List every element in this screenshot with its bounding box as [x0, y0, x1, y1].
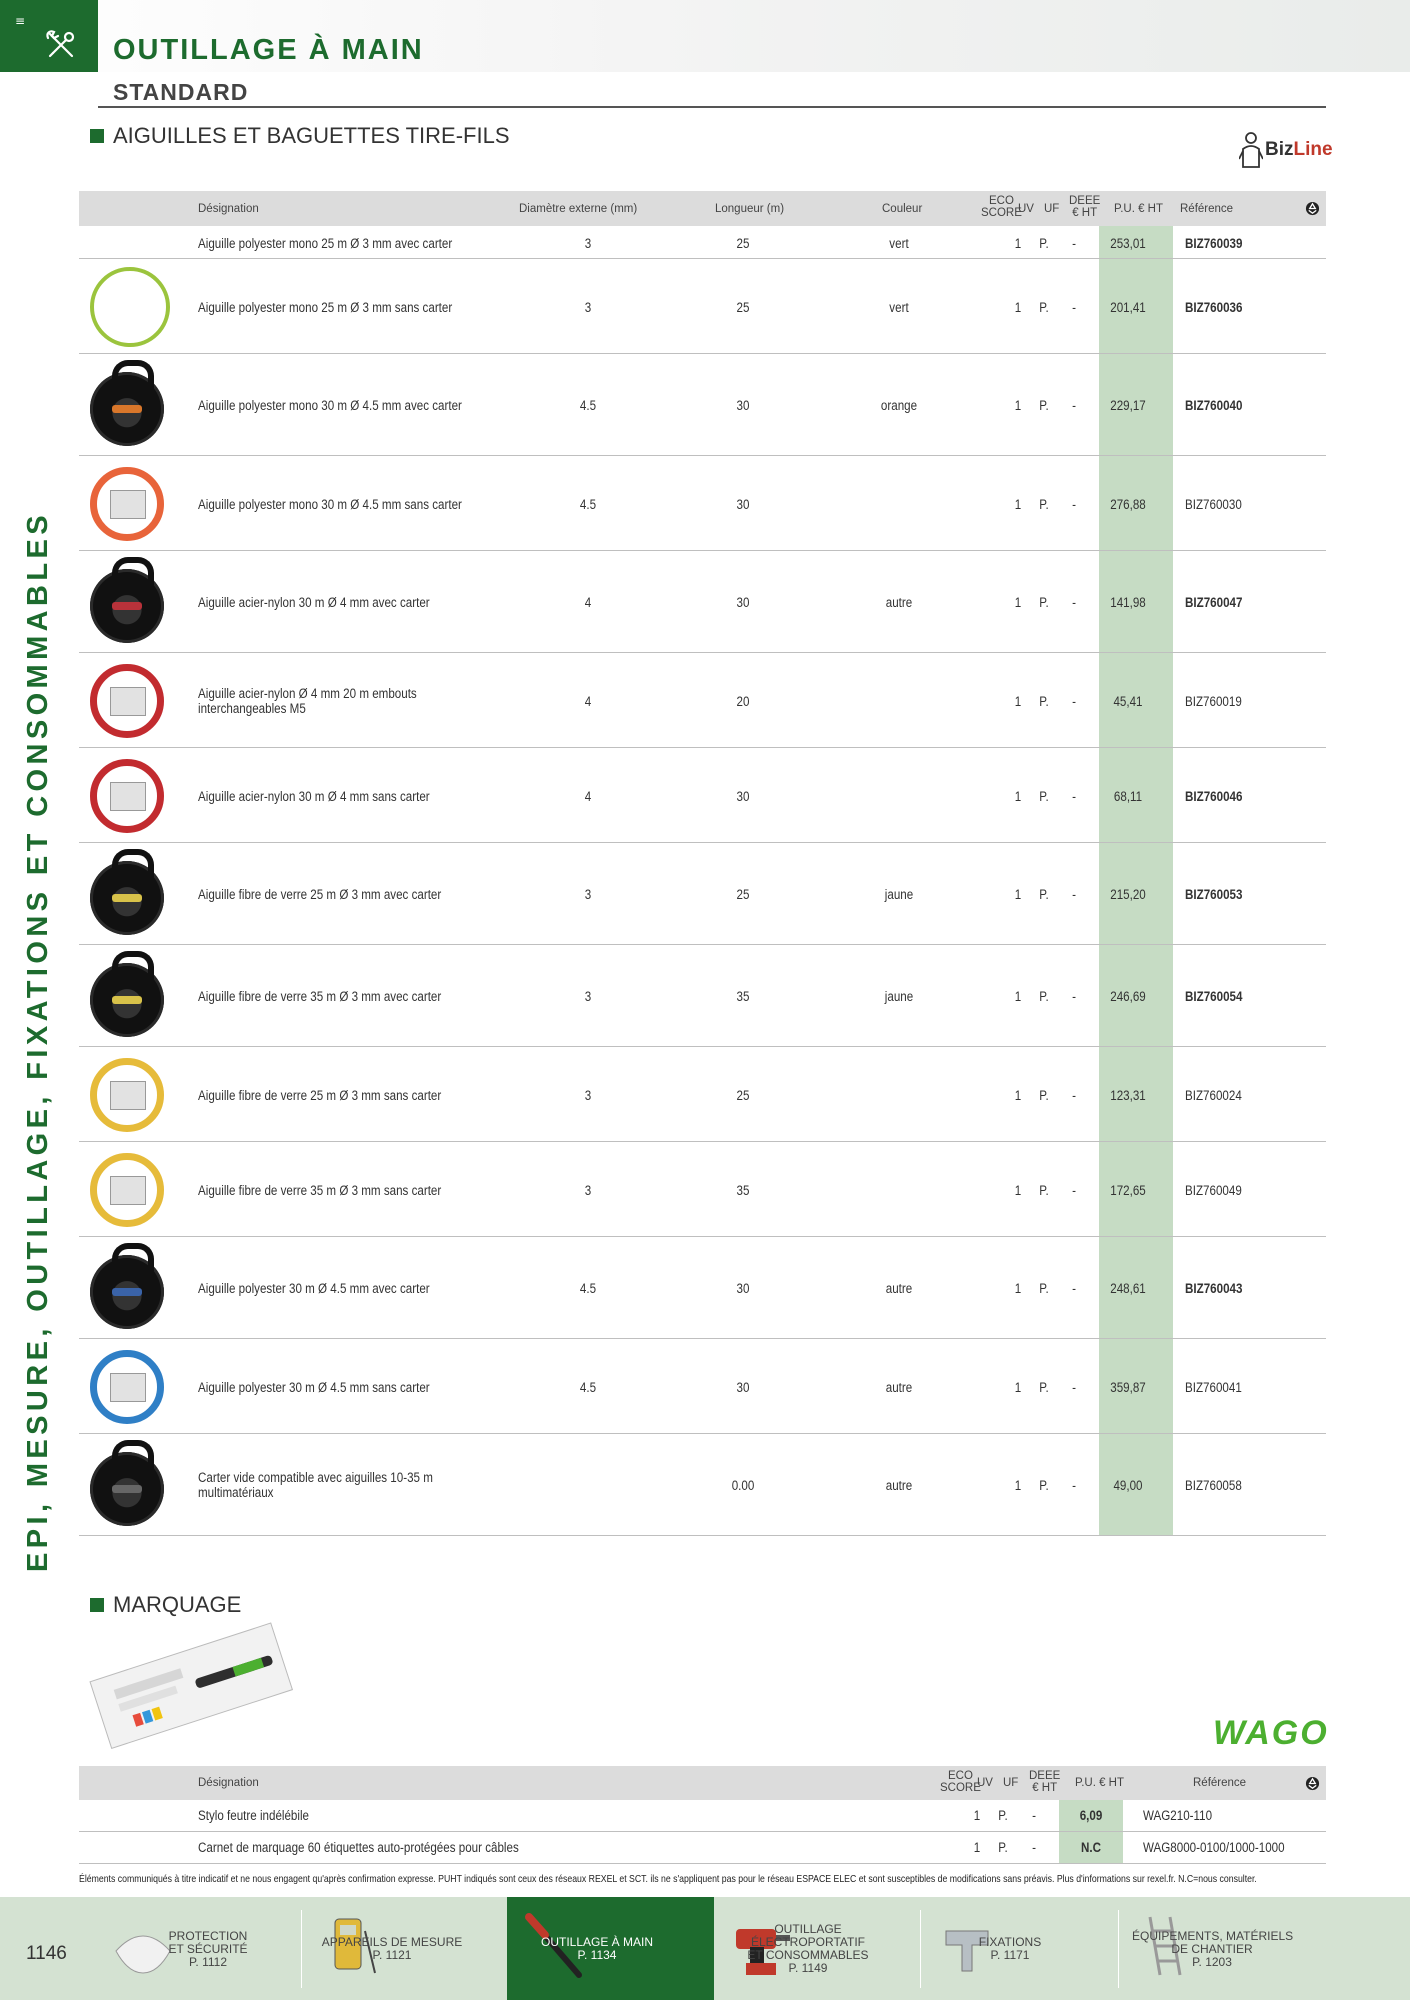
marking-kit-image [88, 1622, 293, 1757]
col-deee-line2: € HT [1032, 1782, 1058, 1794]
needle-reel-with-case-image [90, 569, 164, 643]
col-couleur: Couleur [882, 203, 923, 215]
deee-value: - [1072, 235, 1076, 251]
deee-value: - [1072, 1087, 1076, 1103]
diameter-value: 4 [584, 788, 592, 804]
deee-value: - [1072, 989, 1076, 1004]
nav-label-line: P. 1203 [1192, 1954, 1232, 1969]
deee-value: - [1072, 1478, 1076, 1493]
product-designation: Aiguille acier-nylon Ø 4 mm 20 m embouts interchangeables M5 [198, 685, 417, 716]
table-row[interactable] [79, 1237, 1326, 1339]
nav-separator [920, 1910, 921, 1988]
uv-value: 1 [1014, 887, 1022, 902]
needle-coil-image [90, 467, 164, 541]
uf-value: P. [1039, 299, 1049, 315]
uf-value: P. [1039, 1478, 1049, 1493]
diameter-value: 3 [584, 299, 592, 315]
col-deee [1069, 195, 1100, 219]
nav-label-line: P. 1134 [577, 1948, 617, 1962]
unit-price: 49,00 [1113, 1478, 1143, 1493]
nav-label-line: ET SÉCURITÉ [168, 1941, 248, 1956]
reel-label [112, 1288, 142, 1297]
uf-value: P. [1039, 1087, 1049, 1103]
uv-value: 1 [1014, 1281, 1022, 1296]
length-value: 35 [736, 989, 750, 1004]
uv-value: 1 [1014, 1087, 1022, 1103]
nav-item-1[interactable] [96, 1897, 301, 2000]
brand-part1: Biz [1265, 139, 1294, 160]
product-reference[interactable]: BIZ760036 [1185, 299, 1243, 315]
length-value: 35 [736, 1182, 750, 1198]
needle-coil-image [90, 759, 164, 833]
col-uf: UF [1003, 1777, 1019, 1789]
nav-label-line: P. 1171 [990, 1948, 1030, 1962]
col-eco-line2: SCORE [981, 207, 1022, 219]
section-heading-label: MARQUAGE [113, 1592, 242, 1617]
title-divider [98, 106, 1326, 108]
nav-item-3[interactable] [507, 1897, 714, 2000]
product-designation: Aiguille acier-nylon 30 m Ø 4 mm avec carter [198, 595, 430, 610]
length-value: 25 [736, 887, 750, 902]
col-eco-score [981, 195, 1022, 219]
unit-price: 229,17 [1110, 398, 1146, 413]
unit-price: 6,09 [1079, 1808, 1103, 1823]
product-reference[interactable]: BIZ760049 [1185, 1182, 1242, 1198]
uv-value: 1 [973, 1840, 981, 1855]
deee-value: - [1072, 1379, 1076, 1395]
product-designation: Aiguille fibre de verre 35 m Ø 3 mm avec carter [198, 989, 442, 1004]
uv-value: 1 [1014, 788, 1022, 804]
bizline-mascot-icon [1239, 131, 1263, 169]
bizline-logo [1239, 131, 1333, 169]
color-value: autre [885, 595, 913, 610]
uf-value: P. [1039, 887, 1049, 902]
chapter-side-title: EPI, MESURE, OUTILLAGE, FIXATIONS ET CONSOMMABLES [22, 511, 54, 1572]
table-row[interactable] [79, 1047, 1326, 1142]
length-value: 25 [736, 1087, 750, 1103]
product-reference[interactable]: WAG210-110 [1143, 1808, 1213, 1823]
product-reference[interactable]: BIZ760047 [1185, 595, 1243, 610]
uv-value: 1 [1014, 496, 1022, 512]
table-row[interactable] [79, 551, 1326, 653]
uf-value: P. [1039, 693, 1049, 709]
length-value: 30 [736, 1281, 750, 1296]
product-reference[interactable]: BIZ760040 [1185, 398, 1243, 413]
deee-value: - [1072, 398, 1076, 413]
unit-price: 253,01 [1110, 235, 1146, 251]
product-designation: Aiguille fibre de verre 25 m Ø 3 mm avec carter [198, 887, 442, 902]
diameter-value: 4.5 [579, 1281, 597, 1296]
uf-value: P. [1039, 595, 1049, 610]
table-row[interactable] [79, 1142, 1326, 1237]
table-row[interactable] [79, 1800, 1326, 1832]
needle-reel-with-case-image [90, 1255, 164, 1329]
col-uv: UV [977, 1777, 993, 1789]
green-needle-coil-image [90, 267, 170, 347]
deee-value: - [1072, 299, 1076, 315]
nav-item-4[interactable] [714, 1897, 920, 2000]
diameter-value: 4 [584, 595, 592, 610]
nav-item-6[interactable] [1118, 1897, 1338, 2000]
nav-label-line: ET CONSOMMABLES [747, 1948, 869, 1962]
nav-item-2[interactable] [301, 1897, 507, 2000]
color-value: orange [880, 398, 918, 413]
table-row[interactable] [79, 456, 1326, 551]
nav-item-label [1132, 1930, 1292, 1969]
product-reference[interactable]: BIZ760024 [1185, 1087, 1242, 1103]
diameter-value: 4 [584, 693, 592, 709]
uf-value: P. [1039, 989, 1049, 1004]
uv-value: 1 [1014, 398, 1022, 413]
uf-value: P. [1039, 788, 1049, 804]
nav-label-line: ÉLECTROPORTATIF [750, 1935, 865, 1949]
uf-value: P. [1039, 1281, 1049, 1296]
needle-coil-image [90, 1153, 164, 1227]
product-reference[interactable]: BIZ760046 [1185, 788, 1243, 804]
uv-value: 1 [1014, 595, 1022, 610]
needle-coil-image [90, 1350, 164, 1424]
table-row[interactable] [79, 226, 1326, 259]
uv-value: 1 [1014, 989, 1022, 1004]
length-value: 25 [736, 299, 750, 315]
deee-value: - [1032, 1808, 1036, 1823]
unit-price: N.C [1081, 1840, 1101, 1855]
length-value: 30 [736, 1379, 750, 1395]
diameter-value: 4.5 [579, 1379, 597, 1395]
product-designation: Aiguille polyester 30 m Ø 4.5 mm sans carter [198, 1379, 430, 1395]
length-value: 25 [736, 235, 750, 251]
product-reference[interactable]: BIZ760039 [1185, 235, 1243, 251]
product-reference[interactable]: BIZ760019 [1185, 693, 1242, 709]
col-deee-line1: DEEE [1069, 195, 1101, 207]
col-eco-line2: SCORE [940, 1782, 981, 1794]
reel-label [112, 1485, 142, 1494]
unit-price: 215,20 [1110, 887, 1146, 902]
nav-separator [1118, 1910, 1119, 1988]
product-designation: Aiguille polyester mono 25 m Ø 3 mm sans carter [198, 299, 453, 315]
product-reference[interactable]: BIZ760041 [1185, 1379, 1242, 1395]
nav-item-label [128, 1930, 288, 1969]
deee-value: - [1072, 788, 1076, 804]
product-table-marquage [79, 1766, 1326, 1866]
needle-coil-image [90, 664, 164, 738]
nav-label-line: P. 1121 [372, 1948, 412, 1962]
unit-price: 45,41 [1113, 693, 1143, 709]
length-value: 20 [736, 693, 750, 709]
table-row[interactable] [79, 843, 1326, 945]
color-value: autre [885, 1478, 913, 1493]
needle-coil-image [90, 1058, 164, 1132]
col-diametre: Diamètre externe (mm) [519, 203, 638, 215]
diameter-value: 3 [584, 887, 592, 902]
nav-label-line: DE CHANTIER [1171, 1941, 1253, 1956]
nav-item-label [930, 1936, 1090, 1962]
product-reference[interactable]: WAG8000-0100/1000-1000 [1143, 1840, 1285, 1855]
col-eco-line1: ECO [988, 195, 1014, 207]
hand-tools-icon [44, 28, 78, 62]
uv-value: 1 [1014, 299, 1022, 315]
nav-item-label [312, 1936, 472, 1962]
product-designation: Stylo feutre indélébile [198, 1808, 310, 1823]
nav-label-line: ÉQUIPEMENTS, MATÉRIELS [1132, 1928, 1294, 1943]
product-designation: Aiguille polyester mono 25 m Ø 3 mm avec carter [198, 235, 453, 251]
col-prix: P.U. € HT [1114, 203, 1163, 215]
unit-price: 359,87 [1110, 1379, 1146, 1395]
col-designation: Désignation [198, 203, 259, 215]
length-value: 30 [736, 496, 750, 512]
color-value: vert [889, 299, 909, 315]
page-title: OUTILLAGE À MAIN [113, 34, 424, 66]
uv-value: 1 [1014, 1182, 1022, 1198]
color-value: autre [885, 1281, 913, 1296]
section-bullet [90, 1598, 104, 1612]
wago-logo: WAGO [1213, 1714, 1329, 1752]
product-reference[interactable]: BIZ760053 [1185, 887, 1243, 902]
col-deee-line1: DEEE [1029, 1770, 1061, 1782]
product-designation: Aiguille polyester mono 30 m Ø 4.5 mm avec carter [198, 398, 462, 413]
diameter-value: 4.5 [579, 496, 597, 512]
nav-label-line: OUTILLAGE [774, 1922, 842, 1936]
col-reference: Référence [1193, 1777, 1247, 1789]
product-table-aiguilles [79, 191, 1326, 1538]
section-bullet [90, 129, 104, 143]
col-uv: UV [1018, 203, 1034, 215]
col-eco-score [940, 1770, 981, 1794]
page-number: 1146 [26, 1943, 67, 1964]
unit-price: 172,65 [1110, 1182, 1146, 1198]
uf-value: P. [1039, 496, 1049, 512]
product-reference[interactable]: BIZ760043 [1185, 1281, 1243, 1296]
uf-value: P. [1039, 1379, 1049, 1395]
product-reference[interactable]: BIZ760054 [1185, 989, 1243, 1004]
table-row[interactable] [79, 1434, 1326, 1536]
needle-reel-with-case-image [90, 861, 164, 935]
table-row[interactable] [79, 1339, 1326, 1434]
product-designation: Aiguille polyester mono 30 m Ø 4.5 mm sans carter [198, 496, 462, 512]
nav-label-line: FIXATIONS [978, 1935, 1042, 1949]
uv-value: 1 [1014, 693, 1022, 709]
needle-reel-with-case-image [90, 963, 164, 1037]
unit-price: 68,11 [1113, 788, 1143, 804]
col-uf: UF [1044, 203, 1060, 215]
uf-value: P. [1039, 235, 1049, 251]
nav-label-line: APPAREILS DE MESURE [321, 1935, 463, 1949]
col-longueur: Longueur (m) [715, 203, 785, 215]
uv-value: 1 [1014, 1478, 1022, 1493]
needle-reel-with-case-image [90, 1452, 164, 1526]
uf-value: P. [998, 1808, 1008, 1823]
menu-icon[interactable]: ≡ [15, 14, 26, 28]
section-heading-marquage [90, 1592, 241, 1618]
table-header [79, 191, 1326, 226]
length-value: 30 [736, 398, 750, 413]
needle-reel-with-case-image [90, 372, 164, 446]
table-row[interactable] [79, 653, 1326, 748]
table-row[interactable] [79, 259, 1326, 354]
product-designation: Carter vide compatible avec aiguilles 10-35 m multimatériaux [198, 1470, 433, 1500]
nav-item-5[interactable] [920, 1897, 1118, 2000]
uv-value: 1 [973, 1808, 981, 1823]
deee-value: - [1032, 1840, 1036, 1855]
reel-label [112, 894, 142, 903]
product-reference[interactable]: BIZ760030 [1185, 496, 1242, 512]
nav-separator [301, 1910, 302, 1988]
nav-label-line: PROTECTION [168, 1928, 248, 1943]
deee-value: - [1072, 1182, 1076, 1198]
unit-price: 246,69 [1110, 989, 1146, 1004]
unit-price: 123,31 [1110, 1087, 1146, 1103]
section-heading-label: AIGUILLES ET BAGUETTES TIRE-FILS [113, 123, 510, 148]
nav-label-line: P. 1112 [188, 1954, 228, 1969]
diameter-value: 4.5 [579, 398, 597, 413]
diameter-value: 3 [584, 235, 592, 251]
deee-value: - [1072, 496, 1076, 512]
reel-label [112, 602, 142, 611]
table-row[interactable] [79, 945, 1326, 1047]
page-subtitle: STANDARD [113, 79, 249, 105]
table-row[interactable] [79, 354, 1326, 456]
unit-price: 201,41 [1110, 299, 1146, 315]
col-deee-line2: € HT [1072, 207, 1098, 219]
color-value: autre [885, 1379, 913, 1395]
color-value: vert [889, 235, 909, 251]
uf-value: P. [998, 1840, 1008, 1855]
uf-value: P. [1039, 398, 1049, 413]
table-row[interactable] [79, 748, 1326, 843]
reel-label [112, 996, 142, 1005]
recycle-icon [1305, 1776, 1320, 1791]
deee-value: - [1072, 1281, 1076, 1296]
product-designation: Carnet de marquage 60 étiquettes auto-protégées pour câbles [198, 1840, 519, 1855]
col-reference: Référence [1180, 203, 1234, 215]
diameter-value: 3 [584, 1182, 592, 1198]
product-reference[interactable]: BIZ760058 [1185, 1478, 1242, 1493]
table-row[interactable] [79, 1832, 1326, 1864]
product-designation: Aiguille acier-nylon 30 m Ø 4 mm sans carter [198, 788, 430, 804]
color-value: jaune [884, 989, 914, 1004]
col-deee [1029, 1770, 1060, 1794]
recycle-icon [1305, 201, 1320, 216]
bizline-wordmark [1265, 139, 1333, 161]
length-value: 0.00 [731, 1478, 755, 1493]
unit-price: 276,88 [1110, 496, 1146, 512]
product-designation: Aiguille polyester 30 m Ø 4.5 mm avec carter [198, 1281, 430, 1296]
category-icon-box[interactable] [0, 0, 98, 72]
col-eco-line1: ECO [947, 1770, 973, 1782]
product-designation: Aiguille fibre de verre 25 m Ø 3 mm sans carter [198, 1087, 442, 1103]
length-value: 30 [736, 788, 750, 804]
nav-label-line: P. 1149 [788, 1961, 828, 1975]
diameter-value: 3 [584, 989, 592, 1004]
col-prix: P.U. € HT [1075, 1777, 1124, 1789]
nav-item-label [517, 1936, 677, 1962]
length-value: 30 [736, 595, 750, 610]
deee-value: - [1072, 887, 1076, 902]
unit-price: 248,61 [1110, 1281, 1146, 1296]
uf-value: P. [1039, 1182, 1049, 1198]
nav-label-line: OUTILLAGE À MAIN [540, 1935, 654, 1949]
col-designation: Désignation [198, 1777, 259, 1789]
reel-label [112, 405, 142, 414]
uv-value: 1 [1014, 235, 1022, 251]
disclaimer-note: Éléments communiqués à titre indicatif et ne nous engagent qu'après confirmation expresse. PUHT indiqués sont ceux des réseaux REXEL et SCT. ils ne s'appliquent pas pour le réseau ESPACE ELEC et sont susceptibles de modifications sans préavis. Plus d'informations sur rexel.fr. N.C=nous consulter. [79, 1873, 1257, 1885]
uv-value: 1 [1014, 1379, 1022, 1395]
product-designation: Aiguille fibre de verre 35 m Ø 3 mm sans carter [198, 1182, 442, 1198]
deee-value: - [1072, 595, 1076, 610]
deee-value: - [1072, 693, 1076, 709]
diameter-value: 3 [584, 1087, 592, 1103]
section-heading-aiguilles [90, 123, 510, 149]
brand-part2: Line [1293, 139, 1333, 160]
color-value: jaune [884, 887, 914, 902]
unit-price: 141,98 [1110, 595, 1146, 610]
table-header [79, 1766, 1326, 1800]
nav-item-label [728, 1923, 888, 1975]
